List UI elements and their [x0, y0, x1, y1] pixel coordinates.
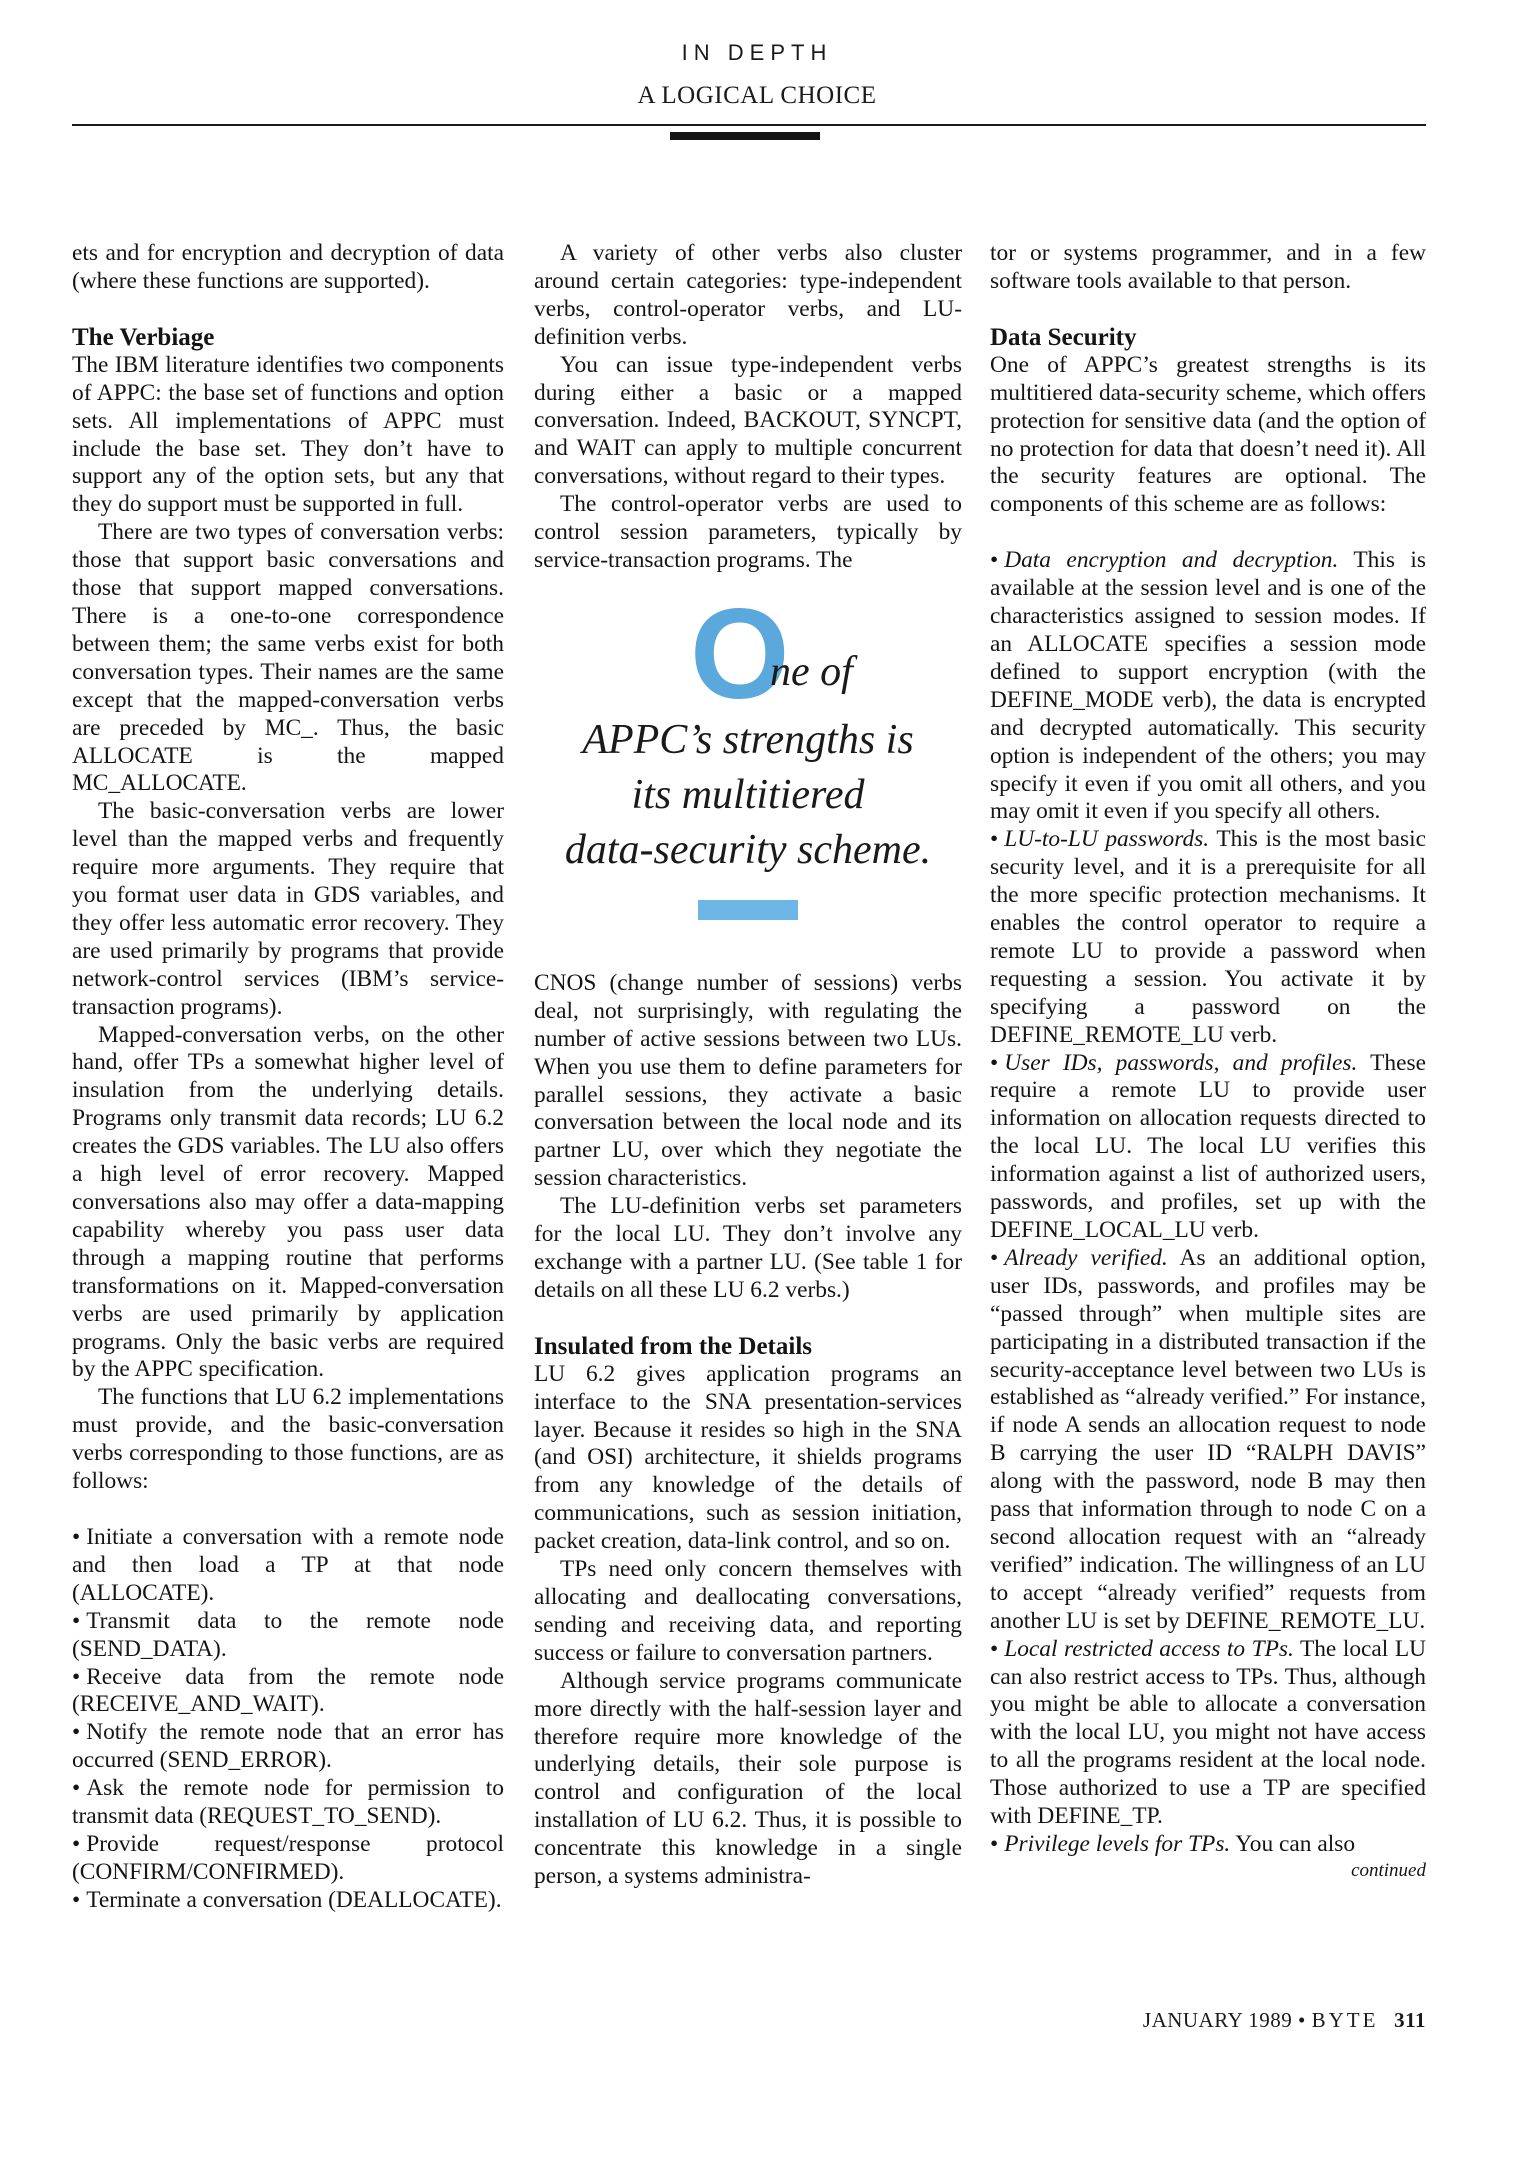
list-item-text: Initiate a conversation with a remote node and then load a TP at that node (ALLOCATE). [72, 1523, 504, 1606]
list-item [990, 547, 1426, 826]
section-tag: IN DEPTH [681, 40, 833, 65]
pull-quote [534, 582, 962, 920]
pull-quote-text: its multitiered [631, 771, 865, 818]
paragraph: The basic-conversation verbs are lower level than the mapped verbs and frequently require more arguments. They require that you format user data in GDS variables, and they offer less automatic error recovery. They are used primarily by programs that provide network-control services (IBM’s service-transaction programs). [72, 798, 504, 1020]
list-item [990, 1831, 1426, 1859]
column-3 [990, 240, 1426, 1883]
bullet-icon: • [990, 1244, 999, 1271]
list-item-lead: LU-to-LU passwords. [1004, 826, 1210, 853]
paragraph: The functions that LU 6.2 implementations must provide, and the basic-conversation verbs corresponding to those functions, are as follows: [72, 1384, 504, 1495]
list-item [990, 1050, 1426, 1245]
pull-quote-text: data-security scheme. [564, 826, 932, 873]
paragraph: CNOS (change number of sessions) verbs deal, not surprisingly, with regulating the number of active sessions between two LUs. When you use them to define parameters for parallel sessions, they activate a basic conversation between the local node and its partner LU, over which they negotiate the session characteristics. [534, 969, 962, 1192]
header-rule [72, 124, 1426, 126]
list-item [72, 1719, 504, 1775]
header-accent-bar [670, 132, 820, 140]
paragraph: The control-operator verbs are used to control session parameters, typically by service-transaction programs. The [534, 491, 962, 573]
list-item-lead: Data encryption and decryption. [1004, 547, 1339, 574]
list-item-text: Ask the remote node for permission to transmit data (REQUEST_TO_SEND). [72, 1775, 504, 1830]
paragraph: TPs need only concern themselves with allocating and deallocating conversations, sending and receiving data, and reporting success or failure to conversation partners. [534, 1556, 962, 1666]
paragraph: The IBM literature identifies two components of APPC: the base set of functions and option sets. All implementations of APPC must include the base set. They don’t have to support any of the option sets, but any that they do support must be supported in full. [72, 351, 504, 518]
list-item-text: Terminate a conversation (DEALLOCATE). [86, 1886, 502, 1913]
list-item-text: Notify the remote node that an error has occurred (SEND_ERROR). [72, 1719, 504, 1774]
list-item-lead: Privilege levels for TPs. [1004, 1830, 1231, 1857]
column-2 [534, 240, 962, 1891]
bullet-icon: • [72, 1719, 81, 1746]
bullet-icon: • [990, 1635, 999, 1662]
pull-quote-accent-bar [698, 900, 798, 920]
pull-quote-initial: O [690, 582, 790, 726]
bullet-icon: • [990, 1830, 999, 1857]
list-item-text: Transmit data to the remote node (SEND_DATA). [72, 1607, 504, 1662]
list-item-text: Provide request/response protocol (CONFIRM/CONFIRMED). [72, 1830, 504, 1885]
list-item [72, 1887, 504, 1915]
bullet-icon: • [72, 1886, 81, 1913]
list-item [72, 1608, 504, 1664]
continued-label: continued [1351, 1859, 1426, 1881]
bullet-icon: • [990, 1049, 999, 1076]
footer-separator: • [1297, 2008, 1306, 2032]
paragraph: One of APPC’s greatest strengths is its multitiered data-security scheme, which offers protection for sensitive data (and the option of no protection for data that doesn’t need it). All the security features are optional. The components of this scheme are as follows: [990, 351, 1426, 518]
subheading-verbiage: The Verbiage [72, 323, 215, 351]
list-item-text: These require a remote LU to provide user information on allocation requests directed to the local LU. The local LU verifies this information against a list of authorized users, passwords, and profiles, set up with the DEFINE_LOCAL_LU verb. [990, 1049, 1426, 1243]
bullet-icon: • [990, 547, 999, 574]
paragraph: LU 6.2 gives application programs an interface to the SNA presentation-services layer. Because it resides so high in the SNA (and OSI) architecture, it shields programs from any knowledge of the details of communications, such as session initiation, packet creation, data-link control, and so on. [534, 1360, 962, 1555]
story-title: A LOGICAL CHOICE [637, 82, 877, 109]
paragraph: You can issue type-independent verbs during either a basic or a mapped conversation. Indeed, BACKOUT, SYNCPT, and WAIT can apply to multiple concurrent conversations, without regard to their types. [534, 351, 962, 490]
list-item [72, 1775, 504, 1831]
paragraph: A variety of other verbs also cluster around certain categories: type-independent verbs, control-operator verbs, and LU-definition verbs. [534, 240, 962, 350]
subheading-insulated: Insulated from the Details [534, 1332, 813, 1360]
pull-quote-text: ne of [770, 648, 853, 695]
paragraph: ets and for encryption and decryption of data (where these functions are supported). [72, 240, 504, 294]
paragraph: There are two types of conversation verbs: those that support basic conversations and those that support mapped conversations. There is a one-to-one correspondence between them; the same verbs exist for both conversation types. Their names are the same except that the mapped-conversation verbs are preceded by MC_. Thus, the basic ALLOCATE is the mapped MC_ALLOCATE. [72, 519, 504, 797]
list-item-lead: Already verified. [1004, 1244, 1168, 1271]
bullet-icon: • [72, 1775, 81, 1802]
list-item [72, 1524, 504, 1608]
pull-quote-text: APPC’s strengths is [582, 716, 914, 763]
bullet-icon: • [72, 1663, 81, 1690]
paragraph: Although service programs communicate more directly with the half-session layer and therefore require more knowledge of the underlying details, their sole purpose is control and configuration of the local installation of LU 6.2. Thus, it is possible to concentrate this knowledge in a single person, a systems administra- [534, 1667, 962, 1890]
paragraph: tor or systems programmer, and in a few software tools available to that person. [990, 240, 1426, 294]
list-item [72, 1664, 504, 1720]
list-item [72, 1831, 504, 1887]
list-item-lead: Local restricted access to TPs. [1004, 1635, 1294, 1662]
bullet-icon: • [72, 1830, 81, 1857]
list-item-text: This is available at the session level and is one of the characteristics assigned to session modes. If an ALLOCATE specifies a session mode defined to support encryption (with the DEFINE_MODE verb), the data is encrypted and decrypted automatically. This security option is independent of the others; you may specify it even if you omit all others, and you may omit it even if you specify all others. [990, 547, 1426, 825]
subheading-data-security: Data Security [990, 323, 1137, 351]
list-item [990, 1245, 1426, 1636]
magazine-name: BYTE [1311, 2008, 1379, 2032]
bullet-icon: • [72, 1523, 81, 1550]
list-item [990, 826, 1426, 1049]
list-item-text: As an additional option, user IDs, passwords, and profiles may be “passed through” when multiple sites are participating in a distributed transaction if the security-acceptance level between two LUs is established as “already verified.” For instance, if node A sends an allocation request to node B carrying the user ID “RALPH DAVIS” along with the password, node B may then pass that information through to node C on a second allocation request with an “already verified” indication. The willingness of an LU to accept “already verified” requests from another LU is set by DEFINE_REMOTE_LU. [990, 1244, 1427, 1634]
bullet-icon: • [990, 826, 999, 853]
page-footer [1143, 2008, 1426, 2033]
list-item-text: Receive data from the remote node (RECEIVE_AND_WAIT). [72, 1663, 504, 1718]
paragraph: The LU-definition verbs set parameters for the local LU. They don’t involve any exchange with a partner LU. (See table 1 for details on all these LU 6.2 verbs.) [534, 1193, 962, 1303]
column-1 [72, 240, 504, 1915]
list-item-text: This is the most basic security level, and it is a prerequisite for all the more specific protection mechanisms. It enables the control operator to require a remote LU to provide a password when requesting a session. You activate it by specifying a password on the DEFINE_REMOTE_LU verb. [990, 826, 1426, 1048]
list-item-text: You can also [1235, 1830, 1356, 1857]
list-item-text: The local LU can also restrict access to TPs. Thus, although you might be able to allocate a conversation with the local LU, you might not have access to all the programs resident at the local node. Those authorized to use a TP are specified with DEFINE_TP. [990, 1635, 1426, 1830]
issue-date: JANUARY 1989 [1142, 2008, 1293, 2032]
bullet-icon: • [72, 1607, 81, 1634]
paragraph: Mapped-conversation verbs, on the other hand, offer TPs a somewhat higher level of insulation from the underlying details. Programs only transmit data records; LU 6.2 creates the GDS variables. The LU also offers a high level of error recovery. Mapped conversations also may offer a data-mapping capability whereby you pass user data through a mapping routine that performs transformations on it. Mapped-conversation verbs are used primarily by application programs. Only the basic verbs are required by the APPC specification. [72, 1021, 504, 1383]
list-item [990, 1636, 1426, 1831]
page-number: 311 [1394, 2008, 1426, 2032]
list-item-lead: User IDs, passwords, and profiles. [1004, 1049, 1358, 1076]
